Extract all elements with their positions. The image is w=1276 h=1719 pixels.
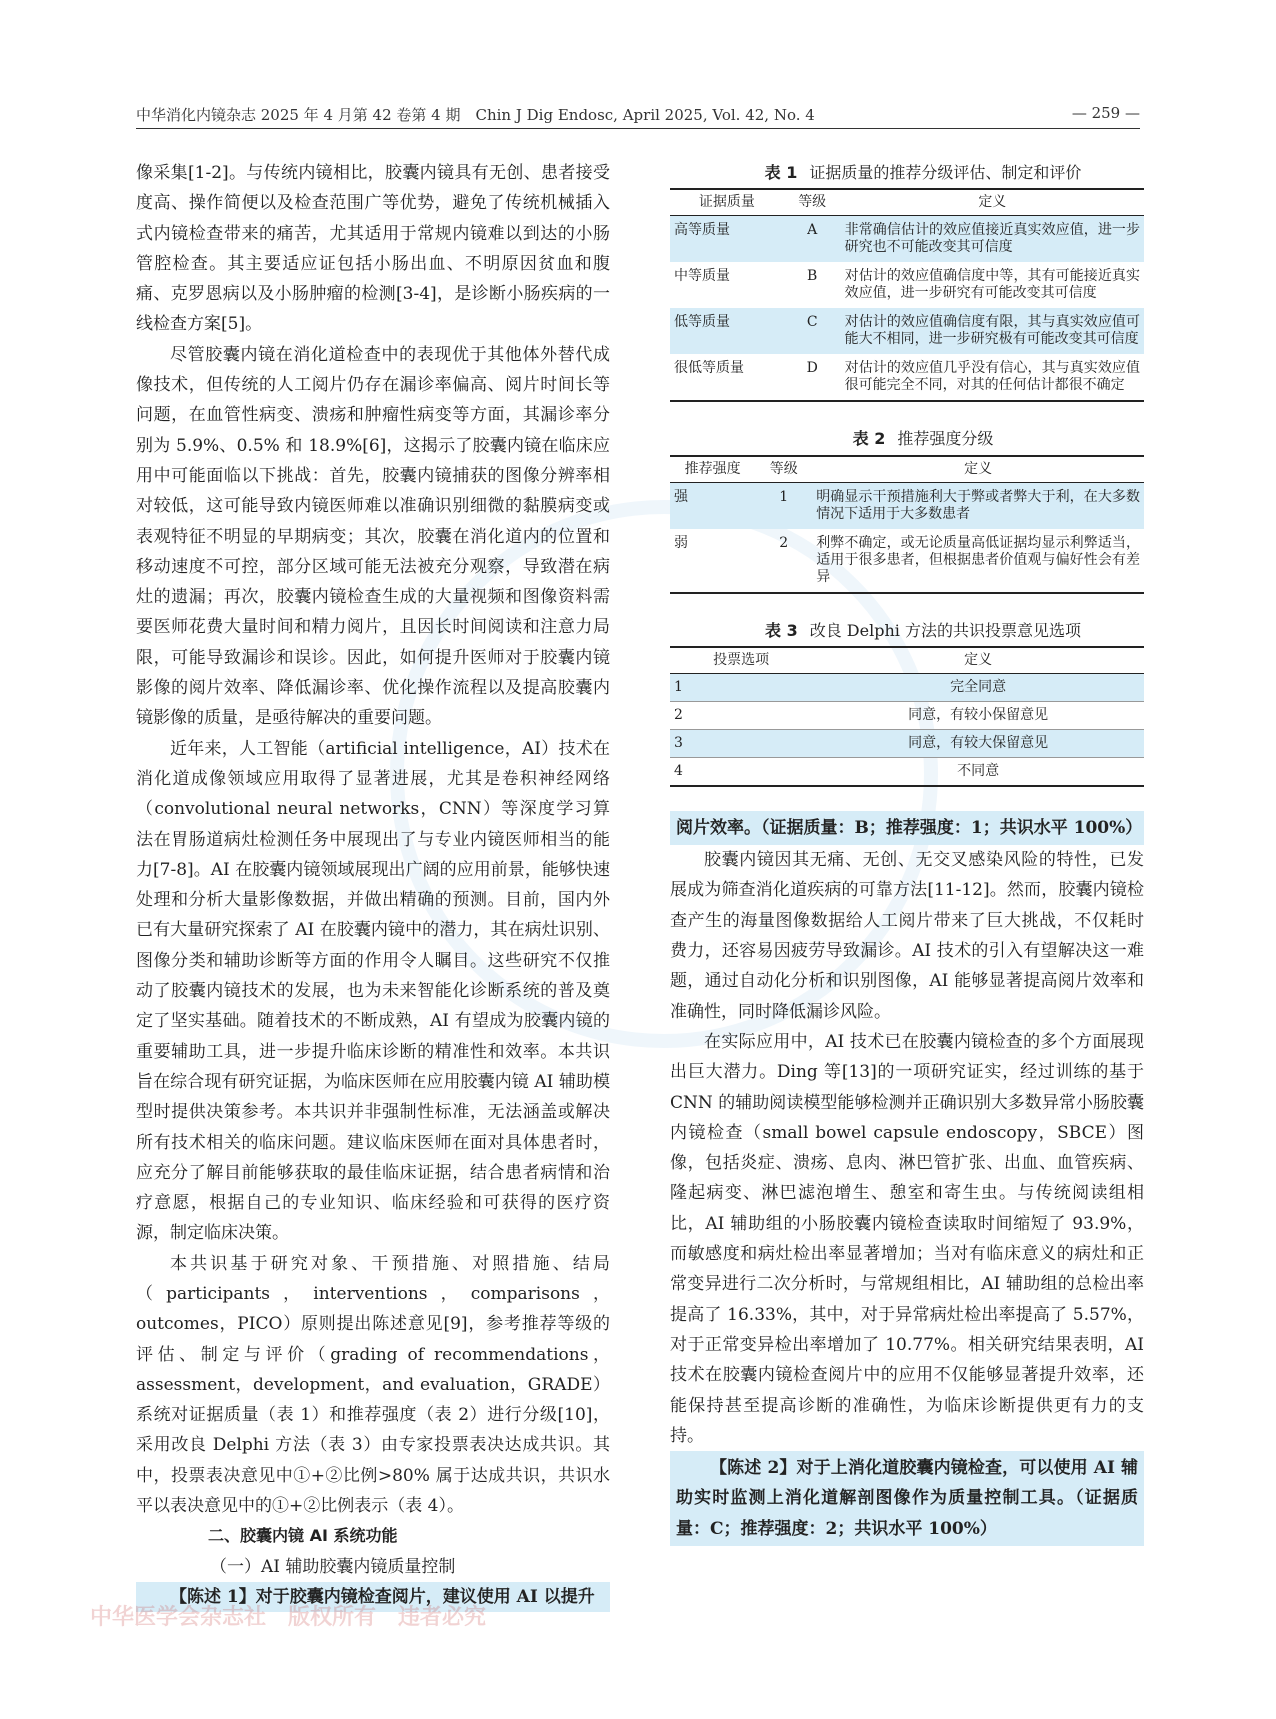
running-header <box>136 100 1140 129</box>
paragraph: 本共识基于研究对象、干预措施、对照措施、结局（participants，interventions，comparisons，outcomes，PICO）原则提出陈述意见[9]，参考推荐等级的评估、制定与评价（grading of recommendations，assessment，development，and evaluation，GRADE）系统对证据质量（表 1）和推荐强度（表 2）进行分级[10]，采用改良 Delphi 方法（表 3）由专家投票表决达成共识。其中，投票表决意见中①+②比例>80% 属于达成共识，共识水平以表决意见中的①+②比例表示（表 4）。 <box>136 1253 610 1517</box>
table-header: 等级 <box>784 189 841 216</box>
table-header: 定义 <box>841 189 1144 216</box>
table-3 <box>670 646 1144 787</box>
paragraph: 尽管胶囊内镜在消化道检查中的表现优于其他体外替代成像技术，但传统的人工阅片仍存在漏诊率偏高、阅片时间长等问题，在血管性病变、溃疡和肿瘤性病变等方面，其漏诊率分别为 5.9%、0.5% 和 18.9%[6]，这揭示了胶囊内镜在临床应用中可能面临以下挑战：首先，胶囊内镜捕获的图像分辨率相对较低，这可能导致内镜医师难以准确识别细微的黏膜病变或表观特征不明显的早期病变；其次，胶囊在消化道内的位置和移动速度不可控，部分区域可能无法被充分观察，导致潜在病灶的遗漏；再次，胶囊内镜检查生成的大量视频和图像资料需要医师花费大量时间和精力阅片，且因长时间阅读和注意力局限，可能导致漏诊和误诊。因此，如何提升医师对于胶囊内镜影像的阅片效率、降低漏诊率、优化操作流程以及提高胶囊内镜影像的质量，是亟待解决的重要问题。 <box>136 344 610 729</box>
paragraph: 在实际应用中，AI 技术已在胶囊内镜检查的多个方面展现出巨大潜力。Ding 等[13]的一项研究证实，经过训练的基于 CNN 的辅助阅读模型能够检测并正确识别大多数异常小肠胶囊内镜检查（small bowel capsule endoscopy，SBCE）图像，包括炎症、溃疡、息肉、淋巴管扩张、出血、血管疾病、隆起病变、淋巴滤泡增生、憩室和寄生虫。与传统阅读组相比，AI 辅助组的小肠胶囊内镜检查读取时间缩短了 93.9%，而敏感度和病灶检出率显著增加；当对有临床意义的病灶和正常变异进行二次分析时，与常规组相比，AI 辅助组的总检出率提高了 16.33%，其中，对于异常病灶检出率提高了 5.57%，对于正常变异检出率增加了 10.77%。相关研究结果表明，AI 技术在胶囊内镜检查阅片中的应用不仅能够显著提升效率，还能保持甚至提高诊断的准确性，为临床诊断提供更有力的支持。 <box>670 1031 1144 1446</box>
subsection-heading: （一）AI 辅助胶囊内镜质量控制 <box>210 1556 456 1577</box>
table-row: 低等质量 C 对估计的效应值确信度有限，其与真实效应值可能大不相同，进一步研究极有可能改变其可信度 <box>670 308 1144 354</box>
journal-citation: 中华消化内镜杂志 2025 年 4 月第 42 卷第 4 期 Chin J Dig Endosc, April 2025, Vol. 42, No. 4 <box>136 106 815 124</box>
table-row: 4 不同意 <box>670 757 1144 786</box>
table-2-caption: 表 2 推荐强度分级 <box>852 429 994 449</box>
table-row: 很低等质量 D 对估计的效应值几乎没有信心，其与真实效应值很可能完全不同，对其的任何估计都很不确定 <box>670 354 1144 401</box>
paragraph: 胶囊内镜因其无痛、无创、无交叉感染风险的特性，已发展成为筛查消化道疾病的可靠方法[11-12]。然而，胶囊内镜检查产生的海量图像数据给人工阅片带来了巨大挑战，不仅耗时费力，还容易因疲劳导致漏诊。AI 技术的引入有望解决这一难题，通过自动化分析和识别图像，AI 能够显著提高阅片效率和准确性，同时降低漏诊风险。 <box>670 850 1144 1022</box>
section-heading: 二、胶囊内镜 AI 系统功能 <box>208 1526 398 1546</box>
table-3-caption: 表 3 改良 Delphi 方法的共识投票意见选项 <box>765 620 1081 640</box>
left-column <box>136 158 610 1612</box>
table-row: 1 完全同意 <box>670 673 1144 701</box>
table-header: 定义 <box>812 456 1144 483</box>
table-2 <box>670 455 1144 594</box>
table-row: 强 1 明确显示干预措施利大于弊或者弊大于利，在大多数情况下适用于大多数患者 <box>670 482 1144 529</box>
table-header: 证据质量 <box>670 189 784 216</box>
publisher-watermark: 中华医学会杂志社 版权所有 违者必究 <box>90 1605 487 1630</box>
table-header: 投票选项 <box>670 647 812 674</box>
table-row: 3 同意，有较大保留意见 <box>670 729 1144 757</box>
paragraph: 像采集[1-2]。与传统内镜相比，胶囊内镜具有无创、患者接受度高、操作简便以及检查范围广等优势，避免了传统机械插入式内镜检查带来的痛苦，尤其适用于常规内镜难以到达的小肠管腔检查。其主要适应证包括小肠出血、不明原因贫血和腹痛、克罗恩病以及小肠肿瘤的检测[3-4]，是诊断小肠疾病的一线检查方案[5]。 <box>136 163 610 335</box>
statement-1: 【陈述 1】对于胶囊内镜检查阅片，建议使用 AI 以提升 <box>136 1582 610 1612</box>
statement-1-evidence: 阅片效率。（证据质量：B；推荐强度：1；共识水平 100%） <box>670 811 1144 845</box>
table-row: 中等质量 B 对估计的效应值确信度中等，其有可能接近真实效应值，进一步研究有可能改变其可信度 <box>674 268 1140 302</box>
right-column <box>670 158 1144 1546</box>
table-1-caption: 表 1 证据质量的推荐分级评估、制定和评价 <box>764 163 1082 182</box>
table-header: 定义 <box>812 647 1144 674</box>
table-header: 推荐强度 <box>670 456 755 483</box>
statement-2: 【陈述 2】对于上消化道胶囊内镜检查，可以使用 AI 辅助实时监测上消化道解剖图像作为质量控制工具。（证据质量：C；推荐强度：2；共识水平 100%） <box>670 1451 1144 1546</box>
table-row: 2 同意，有较小保留意见 <box>670 701 1144 729</box>
table-header: 等级 <box>755 456 812 483</box>
table-row: 高等质量 A 非常确信估计的效应值接近真实效应值，进一步研究也不可能改变其可信度 <box>670 216 1144 263</box>
paragraph: 近年来，人工智能（artificial intelligence，AI）技术在消化道成像领域应用取得了显著进展，尤其是卷积神经网络（convolutional neural networks，CNN）等深度学习算法在胃肠道病灶检测任务中展现出了与专业内镜医师相当的能力[7-8]。AI 在胶囊内镜领域展现出广阔的应用前景，能够快速处理和分析大量影像数据，并做出精确的预测。目前，国内外已有大量研究探索了 AI 在胶囊内镜中的潜力，其在病灶识别、图像分类和辅助诊断等方面的作用令人瞩目。这些研究不仅推动了胶囊内镜技术的发展，也为未来智能化诊断系统的普及奠定了坚实基础。随着技术的不断成熟，AI 有望成为胶囊内镜的重要辅助工具，进一步提升临床诊断的精准性和效率。本共识旨在综合现有研究证据，为临床医师在应用胶囊内镜 AI 辅助模型时提供决策参考。本共识并非强制性标准，无法涵盖或解决所有技术相关的临床问题。建议临床医师在面对具体患者时，应充分了解目前能够获取的最佳临床证据，结合患者病情和治疗意愿，根据自己的专业知识、临床经验和可获得的医疗资源，制定临床决策。 <box>136 738 610 1244</box>
page-number: — 259 — <box>1071 104 1140 122</box>
table-1 <box>670 188 1144 402</box>
table-row: 弱 2 利弊不确定，或无论质量高低证据均显示利弊适当，适用于很多患者，但根据患者价值观与偏好性会有差异 <box>670 529 1144 593</box>
